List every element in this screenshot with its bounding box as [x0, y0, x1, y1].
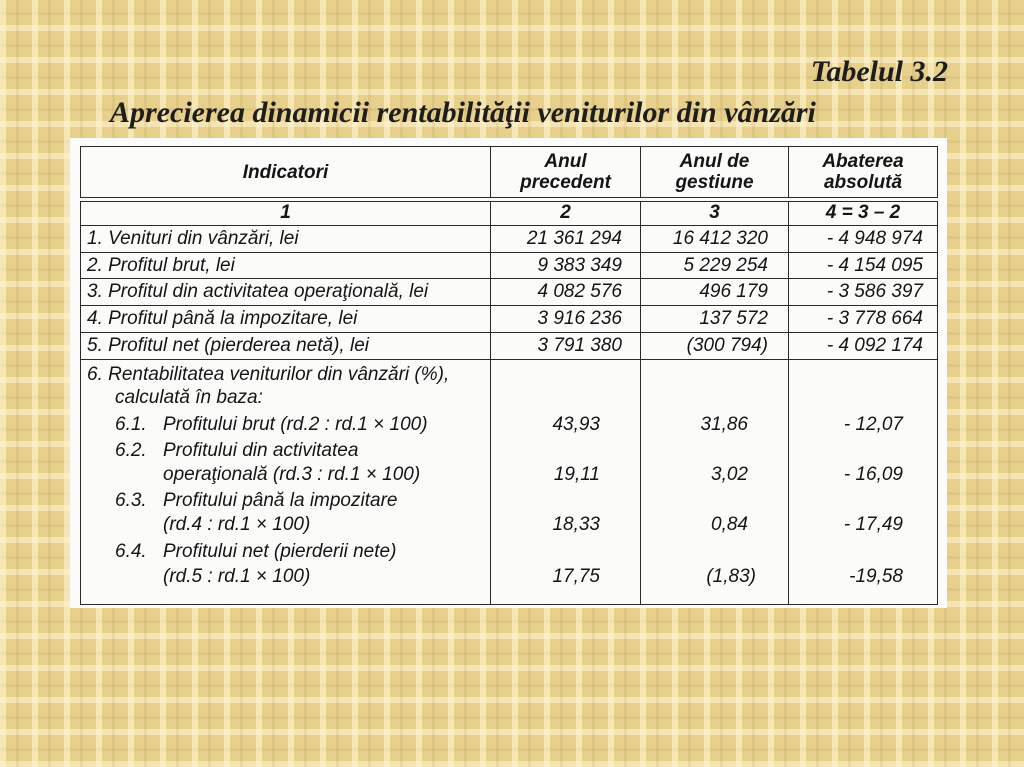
sub-item-label: Profitului până la impozitare — [163, 490, 398, 512]
sub-item-number: 6.2. — [115, 440, 147, 462]
value-prev: 3 791 380 — [491, 333, 641, 360]
value-curr: 16 412 320 — [641, 225, 789, 252]
header-abaterea-absoluta: Abaterea absolută — [789, 147, 938, 198]
value-curr: 0,84 — [711, 514, 748, 536]
sub-item-number: 6.4. — [115, 541, 147, 563]
value-diff: - 17,49 — [843, 514, 903, 536]
curr-values-cell — [641, 360, 789, 605]
table-row — [81, 279, 938, 306]
sub-item-number: 6.1. — [115, 414, 147, 436]
value-diff: - 4 948 974 — [789, 225, 938, 252]
value-prev: 43,93 — [552, 414, 600, 436]
row-label: 5. Profitul net (pierderea netă), lei — [81, 333, 491, 360]
table-number: Tabelul 3.2 — [810, 55, 948, 88]
table-row — [81, 225, 938, 252]
row-label — [81, 360, 491, 605]
sub-item-label: Profitului net (pierderii nete) — [163, 541, 397, 563]
row-label: 1. Venituri din vânzări, lei — [81, 225, 491, 252]
sub-item-label: Profitului din activitatea — [163, 440, 359, 462]
sub-item-label: Profitului brut (rd.2 : rd.1 × 100) — [163, 414, 428, 436]
sub-item-label-cont: (rd.5 : rd.1 × 100) — [163, 566, 311, 588]
value-diff: - 4 092 174 — [789, 333, 938, 360]
sub-item-number: 6.3. — [115, 490, 147, 512]
value-diff: - 3 586 397 — [789, 279, 938, 306]
sub-item-label-cont: operaţională (rd.3 : rd.1 × 100) — [163, 464, 421, 486]
value-curr: 3,02 — [711, 464, 748, 486]
row-label: 2. Profitul brut, lei — [81, 252, 491, 279]
value-prev: 3 916 236 — [491, 306, 641, 333]
table-row — [81, 252, 938, 279]
table-row — [81, 306, 938, 333]
value-prev: 4 082 576 — [491, 279, 641, 306]
value-curr: 496 179 — [641, 279, 789, 306]
row-label: 4. Profitul până la impozitare, lei — [81, 306, 491, 333]
table-header — [80, 146, 938, 198]
value-prev: 17,75 — [552, 566, 600, 588]
diff-values-cell — [789, 360, 938, 605]
value-curr: 31,86 — [700, 414, 748, 436]
row-label: 3. Profitul din activitatea operaţională, lei — [81, 279, 491, 306]
table-row — [81, 333, 938, 360]
prev-values-cell — [491, 360, 641, 605]
value-prev: 18,33 — [552, 514, 600, 536]
value-curr: 137 572 — [641, 306, 789, 333]
value-curr: 5 229 254 — [641, 252, 789, 279]
column-number: 2 — [491, 202, 641, 226]
value-prev: 9 383 349 — [491, 252, 641, 279]
value-diff: - 12,07 — [843, 414, 903, 436]
value-curr: (1,83) — [706, 566, 756, 588]
value-diff: - 3 778 664 — [789, 306, 938, 333]
value-prev: 19,11 — [553, 464, 600, 486]
value-curr: (300 794) — [641, 333, 789, 360]
column-number: 1 — [81, 202, 491, 226]
data-table — [80, 201, 938, 605]
row6-label-line1: 6. Rentabilitatea veniturilor din vânzări (%), — [87, 364, 450, 386]
column-number: 4 = 3 – 2 — [789, 202, 938, 226]
header-anul-de-gestiune: Anul de gestiune — [641, 147, 789, 198]
table-title: Aprecierea dinamicii rentabilităţii veniturilor din vânzări — [110, 96, 816, 129]
column-number-row — [81, 202, 938, 226]
header-indicatori: Indicatori — [81, 147, 491, 198]
value-diff: - 16,09 — [843, 464, 903, 486]
value-diff: -19,58 — [849, 566, 903, 588]
value-diff: - 4 154 095 — [789, 252, 938, 279]
row6-label-line2: calculată în baza: — [115, 387, 263, 409]
header-anul-precedent: Anul precedent — [491, 147, 641, 198]
column-number: 3 — [641, 202, 789, 226]
table-row-rentability — [81, 360, 938, 605]
sub-item-label-cont: (rd.4 : rd.1 × 100) — [163, 514, 311, 536]
value-prev: 21 361 294 — [491, 225, 641, 252]
